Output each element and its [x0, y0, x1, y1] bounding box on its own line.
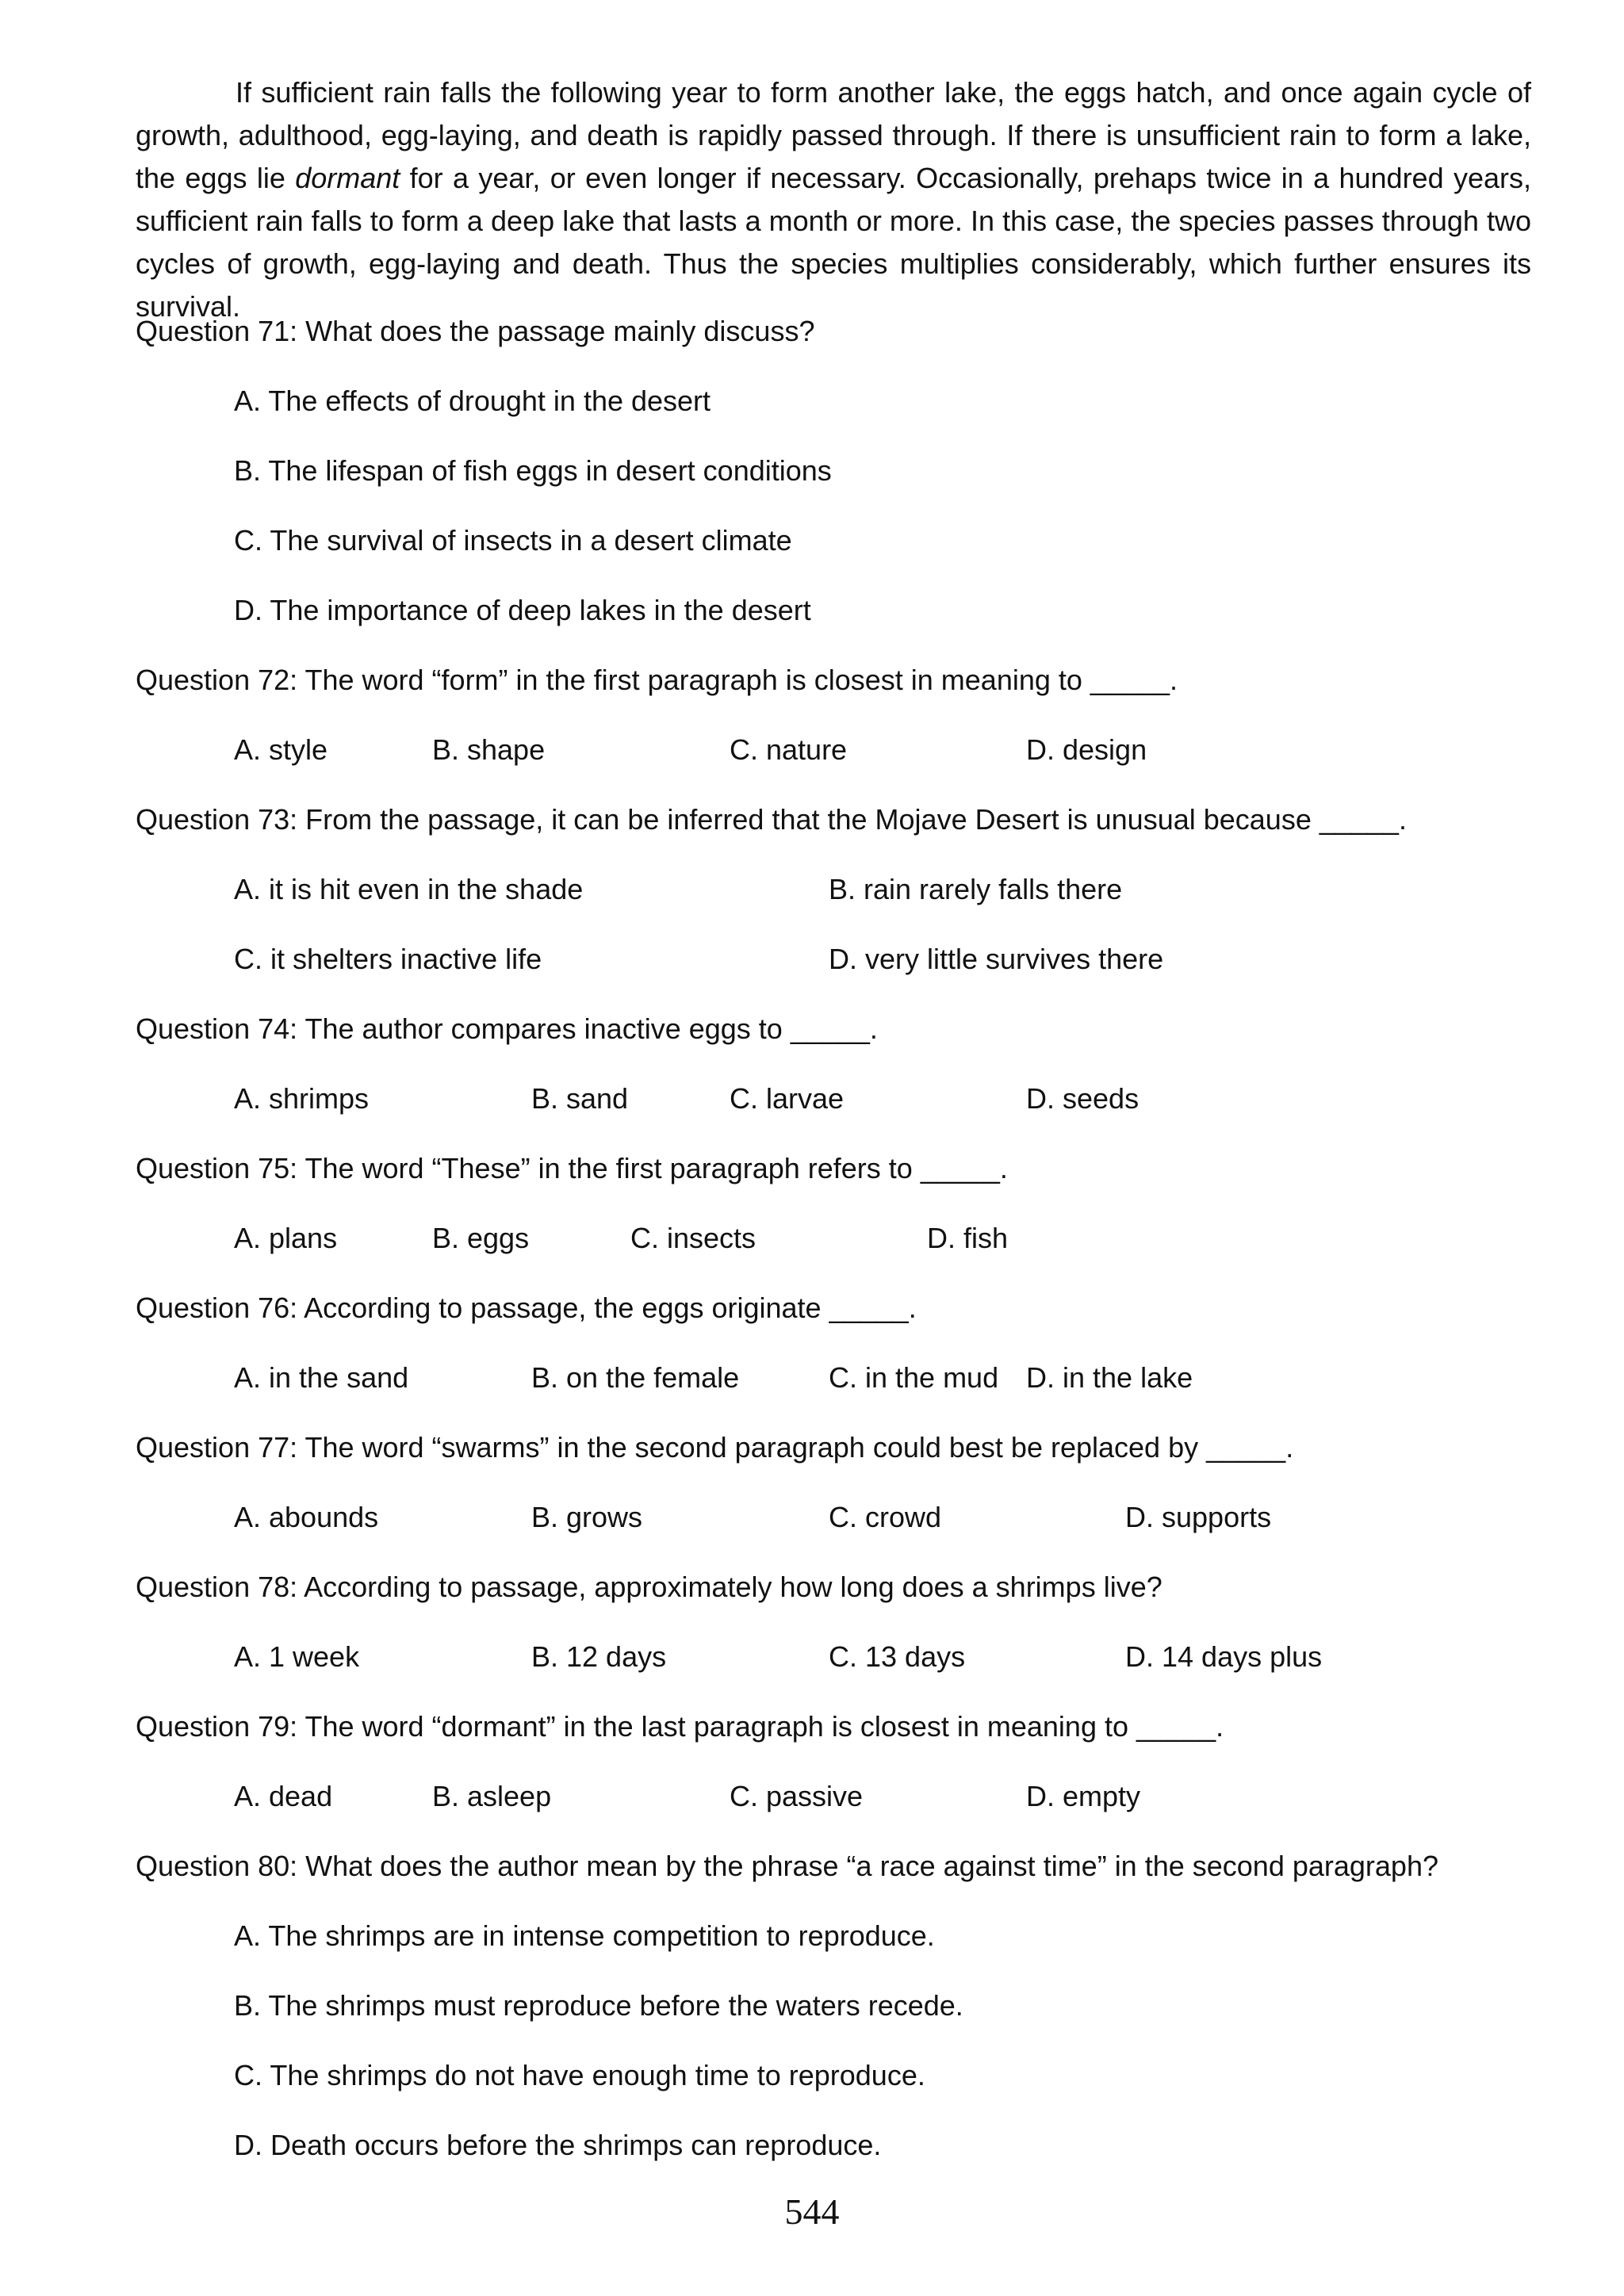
question-78-option-a: A. 1 week [234, 1640, 360, 1673]
passage-text-after: for a year, or even longer if necessary. Occasionally, prehaps twice in a hundred years, sufficient rain falls to form a deep lake that lasts a month or more. In this case, the species passes through two cycles of growth, egg-laying and death. Thus the species multiplies considerably, which further ensures its survival. [136, 162, 1531, 323]
question-71-stem: Question 71: What does the passage mainly discuss? [136, 315, 815, 347]
question-79-stem: Question 79: The word “dormant” in the last paragraph is closest in meaning to _____. [136, 1710, 1224, 1743]
question-75-stem: Question 75: The word “These” in the first paragraph refers to _____. [136, 1152, 1008, 1184]
question-79-option-a: A. dead [234, 1780, 333, 1812]
question-72-option-a: A. style [234, 733, 328, 766]
question-77-option-a: A. abounds [234, 1501, 379, 1533]
question-80-option-a: A. The shrimps are in intense competition to reproduce. [234, 1919, 935, 1952]
question-78-option-d: D. 14 days plus [1125, 1640, 1323, 1673]
question-79-option-c: C. passive [730, 1780, 864, 1812]
question-76-stem: Question 76: According to passage, the eggs originate _____. [136, 1292, 917, 1324]
question-79-option-d: D. empty [1026, 1780, 1141, 1812]
question-76-option-a: A. in the sand [234, 1361, 409, 1394]
question-72-option-c: C. nature [730, 733, 848, 766]
question-73-stem: Question 73: From the passage, it can be inferred that the Mojave Desert is unusual because _____. [136, 803, 1407, 836]
question-76-option-c: C. in the mud [829, 1361, 999, 1394]
question-75-option-b: B. eggs [432, 1222, 530, 1254]
question-74-option-b: B. sand [531, 1082, 629, 1115]
question-80-option-b: B. The shrimps must reproduce before the waters recede. [234, 1989, 963, 2022]
question-75-option-a: A. plans [234, 1222, 338, 1254]
question-71-option-a: A. The effects of drought in the desert [234, 385, 711, 417]
question-71-option-c: C. The survival of insects in a desert climate [234, 524, 792, 557]
question-77-stem: Question 77: The word “swarms” in the second paragraph could best be replaced by _____. [136, 1431, 1294, 1464]
question-73-option-d: D. very little survives there [829, 943, 1164, 975]
question-74-option-a: A. shrimps [234, 1082, 370, 1115]
question-78-option-c: C. 13 days [829, 1640, 966, 1673]
question-71-option-b: B. The lifespan of fish eggs in desert conditions [234, 454, 832, 487]
question-78-option-b: B. 12 days [531, 1640, 667, 1673]
question-72-stem: Question 72: The word “form” in the first paragraph is closest in meaning to _____. [136, 664, 1178, 696]
question-75-option-c: C. insects [630, 1222, 756, 1254]
question-73-option-b: B. rain rarely falls there [829, 873, 1123, 905]
question-77-option-b: B. grows [531, 1501, 643, 1533]
question-75-option-d: D. fish [927, 1222, 1009, 1254]
question-76-option-b: B. on the female [531, 1361, 740, 1394]
question-71-option-d: D. The importance of deep lakes in the desert [234, 594, 811, 626]
passage-emphasis: dormant [295, 162, 400, 194]
passage-text-before: If sufficient rain falls the following year to form another lake, the eggs hatch, and once again cycle of growth, adulthood, egg-laying, and death is rapidly passed through. If there is unsufficient rain to form a lake, the eggs lie [136, 76, 1531, 194]
reading-passage [136, 71, 1531, 328]
question-73-option-c: C. it shelters inactive life [234, 943, 542, 975]
question-77-option-d: D. supports [1125, 1501, 1272, 1533]
question-74-option-d: D. seeds [1026, 1082, 1139, 1115]
question-74-stem: Question 74: The author compares inactive eggs to _____. [136, 1012, 878, 1045]
question-76-option-d: D. in the lake [1026, 1361, 1193, 1394]
question-77-option-c: C. crowd [829, 1501, 942, 1533]
question-74-option-c: C. larvae [730, 1082, 845, 1115]
page-number: 544 [784, 2191, 840, 2232]
question-72-option-d: D. design [1026, 733, 1147, 766]
question-79-option-b: B. asleep [432, 1780, 552, 1812]
question-73-option-a: A. it is hit even in the shade [234, 873, 584, 905]
question-80-stem: Question 80: What does the author mean by the phrase “a race against time” in the second paragraph? [136, 1850, 1438, 1882]
question-78-stem: Question 78: According to passage, approximately how long does a shrimps live? [136, 1571, 1162, 1603]
question-80-option-d: D. Death occurs before the shrimps can reproduce. [234, 2129, 882, 2161]
question-80-option-c: C. The shrimps do not have enough time to reproduce. [234, 2059, 925, 2091]
question-72-option-b: B. shape [432, 733, 546, 766]
